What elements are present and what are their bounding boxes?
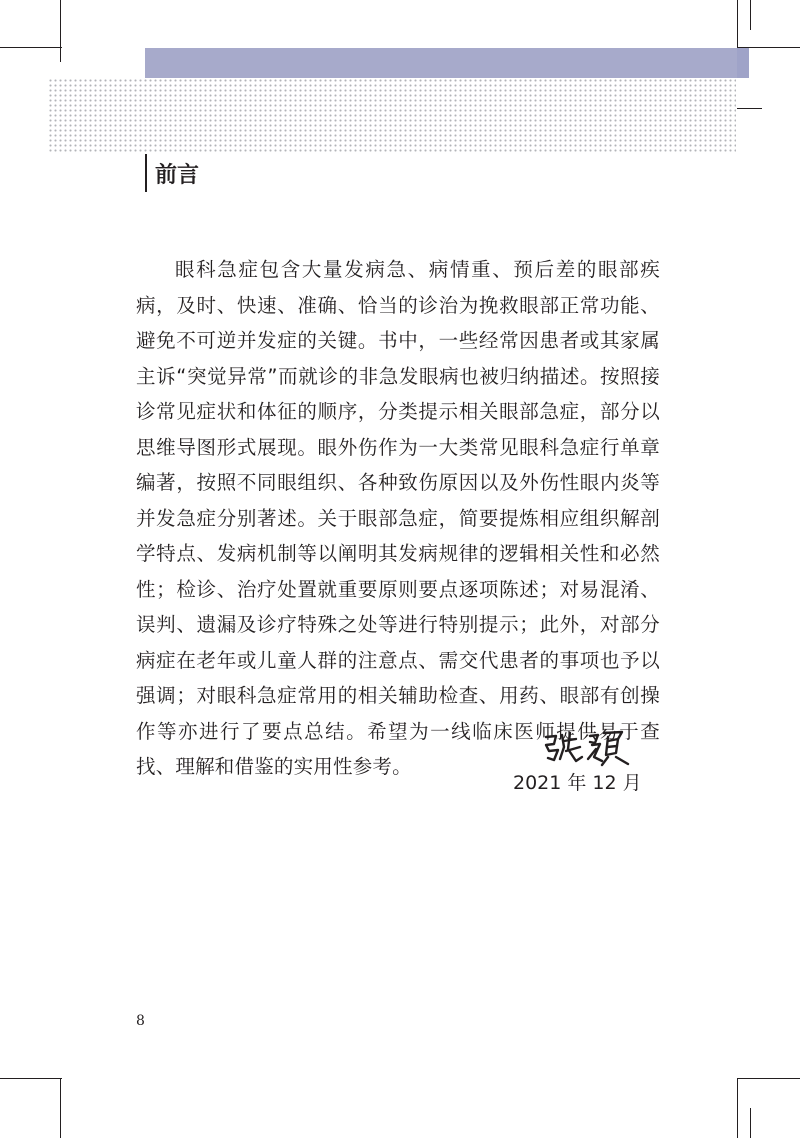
page-title: 前言	[155, 163, 200, 188]
header-band-tab	[737, 48, 749, 78]
crop-mark	[750, 0, 751, 30]
handwritten-signature	[540, 727, 635, 767]
header-band	[145, 48, 737, 78]
preface-paragraph: 眼科急症包含大量发病急、病情重、预后差的眼部疾病，及时、快速、准确、恰当的诊治为挽救眼部正常功能、避免不可逆并发症的关键。书中，一些经常因患者或其家属主诉“突觉异常”而就诊的非急发眼病也被归纳描述。按照接诊常见症状和体征的顺序，分类提示相关眼部急症，部分以思维导图形式展现。眼外伤作为一大类常见眼科急症行单章编著，按照不同眼组织、各种致伤原因以及外伤性眼内炎等并发急症分别著述。关于眼部急症，简要提炼相应组织解剖学特点、发病机制等以阐明其发病规律的逻辑相关性和必然性；检诊、治疗处置就重要原则要点逐项陈述；对易混淆、误判、遗漏及诊疗特殊之处等进行特别提示；此外，对部分病症在老年或儿童人群的注意点、需交代患者的事项也予以强调；对眼科急症常用的相关辅助检查、用药、眼部有创操作等亦进行了要点总结。希望为一线临床医师提供易于查找、理解和借鉴的实用性参考。	[136, 258, 660, 778]
crop-mark	[737, 108, 762, 109]
crop-mark	[737, 1078, 800, 1079]
crop-mark	[0, 47, 62, 48]
crop-mark	[737, 1078, 738, 1138]
crop-mark	[60, 0, 61, 62]
crop-mark	[60, 1078, 61, 1138]
signature-date: 2021 年 12 月	[513, 772, 642, 794]
dot-pattern	[48, 78, 736, 154]
crop-mark	[750, 1108, 751, 1138]
crop-mark	[0, 1078, 62, 1079]
title-rule	[145, 154, 147, 192]
page-number: 8	[136, 1013, 145, 1029]
